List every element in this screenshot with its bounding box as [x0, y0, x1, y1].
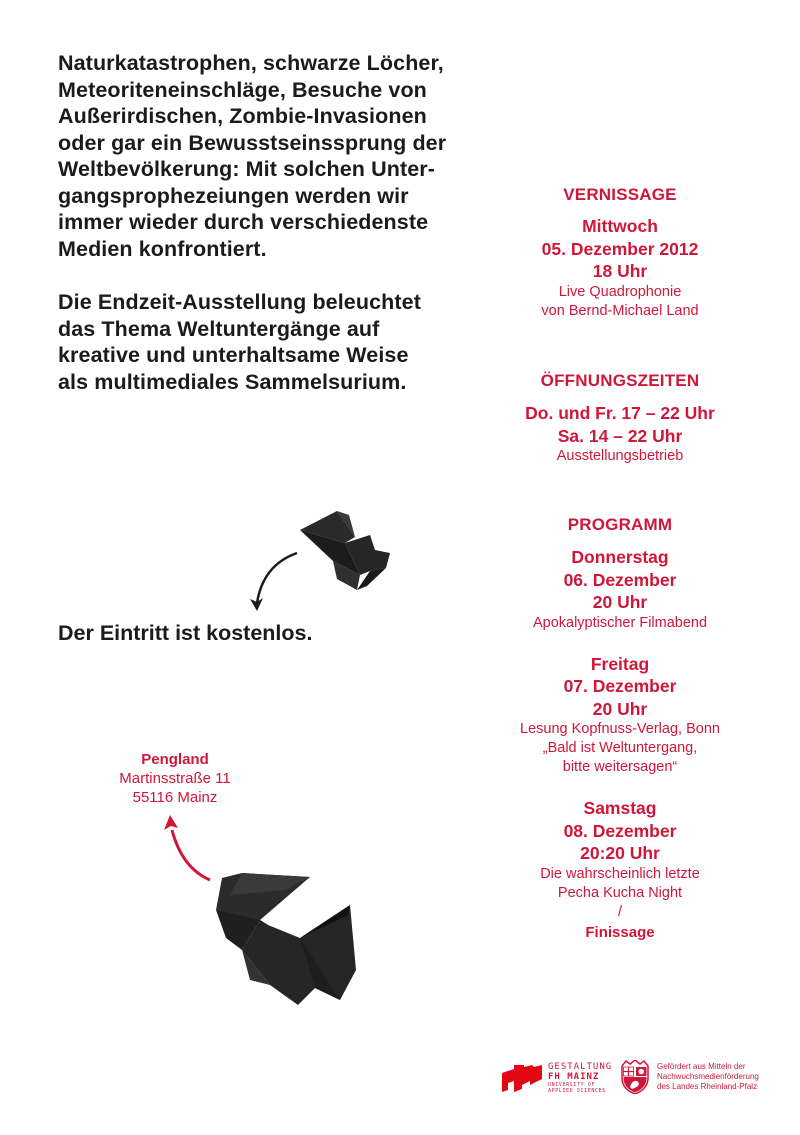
- text-line: Meteoriteneinschläge, Besuche von: [58, 77, 427, 102]
- event-time: 20 Uhr: [592, 698, 648, 719]
- logo-line: UNIVERSITY OF: [548, 1082, 595, 1088]
- text-line: Die Endzeit-Ausstellung beleuchtet: [58, 290, 421, 314]
- event-day: Mittwoch: [582, 216, 658, 236]
- event-detail: von Bernd-Michael Land: [541, 302, 699, 319]
- venue-address: [95, 750, 255, 807]
- admission-text: Der Eintritt ist kostenlos.: [58, 621, 313, 645]
- venue-city: 55116 Mainz: [132, 789, 218, 806]
- event-detail: Lesung Kopfnuss-Verlag, Bonn: [520, 721, 720, 737]
- hours-line: Sa. 14 – 22 Uhr: [557, 425, 683, 446]
- intro-paragraph-1: [58, 50, 478, 262]
- logo-line: FH MAINZ: [548, 1072, 600, 1082]
- event-date: 07. Dezember: [563, 676, 677, 696]
- venue-name: Pengland: [141, 751, 209, 768]
- text-line: kreative und unterhaltsame Weise: [58, 343, 409, 367]
- arrow-head-icon: [164, 815, 178, 830]
- event-detail: Pecha Kucha Night: [557, 884, 683, 901]
- intro-text: [58, 50, 478, 395]
- text-line: als multimediales Sammelsurium.: [58, 369, 407, 394]
- event-date: 08. Dezember: [563, 820, 677, 841]
- fh-mainz-logo: [502, 1062, 612, 1094]
- event-detail: bitte weitersagen“: [562, 759, 678, 775]
- funding-text: [657, 1062, 759, 1092]
- origami-large-icon: [216, 873, 356, 1005]
- arrow-curve: [172, 830, 210, 880]
- funding-line: Gefördert aus Mitteln der: [657, 1062, 746, 1071]
- venue-street: Martinsstraße 11: [119, 770, 231, 787]
- origami-small-icon: [300, 511, 390, 590]
- event-time: 20 Uhr: [592, 592, 648, 612]
- section-title: ÖFFNUNGSZEITEN: [540, 371, 700, 390]
- event-detail: Die wahrscheinlich letzte: [540, 865, 700, 882]
- funding-line: Nachwuchsmedienförderung: [657, 1072, 759, 1081]
- text-line: immer wieder durch verschiedenste: [58, 210, 429, 234]
- text-line: oder gar ein Bewusstseinssprung der: [58, 130, 447, 155]
- section-title: VERNISSAGE: [563, 185, 677, 204]
- text-line: gangsprophezeiungen werden wir: [58, 183, 409, 208]
- event-closing: Finissage: [585, 923, 655, 941]
- hours-line: Do. und Fr. 17 – 22 Uhr: [525, 403, 715, 423]
- event-date: 05. Dezember 2012: [541, 238, 699, 259]
- event-detail: Live Quadrophonie: [558, 283, 682, 300]
- event-day: Donnerstag: [571, 547, 669, 567]
- event-detail: Apokalyptischer Filmabend: [532, 614, 708, 631]
- fh-mainz-logo-icon: [502, 1065, 542, 1092]
- text-line: Naturkatastrophen, schwarze Löcher,: [58, 51, 444, 75]
- event-detail: /: [617, 903, 623, 920]
- section-title: PROGRAMM: [567, 515, 673, 534]
- text-line: Außerirdischen, Zombie-Invasionen: [58, 104, 427, 128]
- program-event: [482, 797, 758, 943]
- fh-mainz-logo-text: [548, 1062, 612, 1094]
- event-time: 18 Uhr: [592, 261, 648, 281]
- event-time: 20:20 Uhr: [580, 843, 660, 863]
- opening-hours-section: [482, 370, 758, 466]
- logo-line: GESTALTUNG: [548, 1062, 613, 1072]
- event-day: Samstag: [583, 798, 657, 818]
- text-line: das Thema Weltuntergänge auf: [58, 316, 380, 341]
- program-event: [482, 653, 758, 778]
- text-line: Medien konfrontiert.: [58, 236, 267, 261]
- rlp-funding-logo: [620, 1060, 759, 1094]
- event-day: Freitag: [590, 653, 650, 674]
- arrow-curve: [257, 553, 297, 603]
- origami-shape-small: [245, 495, 395, 615]
- origami-shape-large: [150, 810, 410, 1020]
- event-date: 06. Dezember: [563, 569, 677, 590]
- event-detail: „Bald ist Weltuntergang,: [542, 740, 698, 756]
- program-section: [482, 514, 758, 943]
- funding-line: des Landes Rheinland-Pfalz: [657, 1082, 758, 1091]
- logo-line: APPLIED SCIENCES: [548, 1088, 606, 1094]
- vernissage-section: [482, 184, 758, 321]
- text-line: Weltbevölkerung: Mit solchen Unter-: [58, 157, 435, 181]
- rheinland-pfalz-coat-of-arms-icon: [620, 1060, 650, 1094]
- intro-paragraph-2: [58, 289, 478, 395]
- program-event: [482, 546, 758, 633]
- hours-note: Ausstellungsbetrieb: [556, 448, 684, 464]
